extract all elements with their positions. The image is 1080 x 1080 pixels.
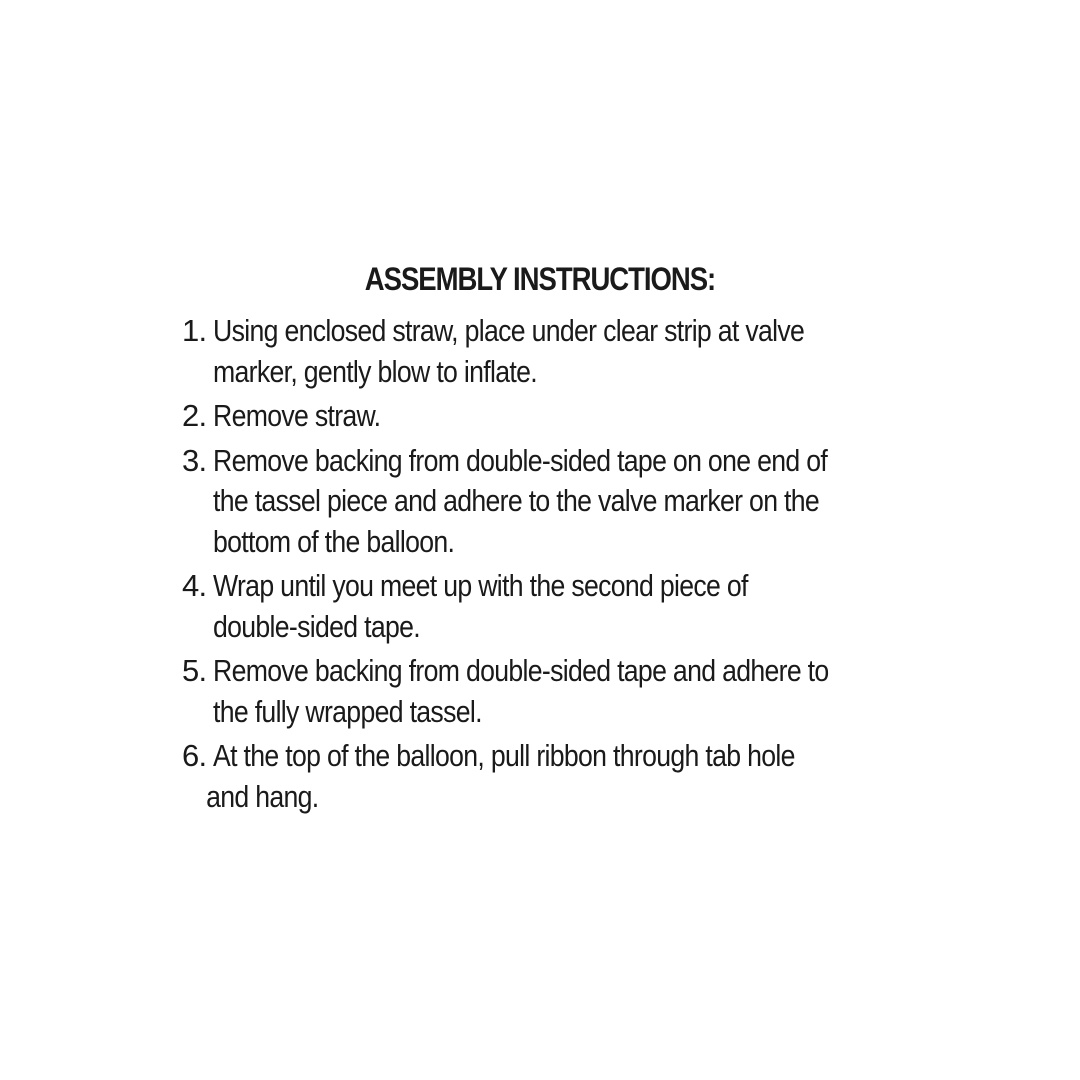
step-number: 4. bbox=[182, 568, 207, 603]
step-line: At the top of the balloon, pull ribbon through tab hole bbox=[213, 738, 795, 773]
instruction-step-4 bbox=[182, 566, 942, 647]
step-text bbox=[213, 311, 840, 392]
step-line: the tassel piece and adhere to the valve marker on the bbox=[213, 483, 820, 518]
step-text bbox=[206, 736, 840, 817]
page-title: ASSEMBLY INSTRUCTIONS: bbox=[364, 261, 716, 297]
step-line: Remove backing from double-sided tape on one end of bbox=[213, 442, 828, 478]
step-number: 6. bbox=[182, 738, 207, 773]
step-line: the fully wrapped tassel. bbox=[213, 693, 482, 729]
step-text bbox=[213, 566, 840, 647]
step-text bbox=[213, 651, 840, 732]
step-line: marker, gently blow to inflate. bbox=[213, 353, 537, 389]
step-number: 3. bbox=[182, 442, 207, 478]
step-line: Wrap until you meet up with the second piece of bbox=[213, 568, 748, 603]
instruction-step-1 bbox=[182, 311, 942, 392]
instruction-step-6 bbox=[182, 736, 942, 817]
step-line: Using enclosed straw, place under clear strip at valve bbox=[213, 313, 805, 348]
step-line: double-sided tape. bbox=[213, 608, 420, 644]
step-line: and hang. bbox=[206, 778, 319, 814]
instruction-list bbox=[182, 311, 942, 821]
step-line: Remove straw. bbox=[213, 398, 381, 433]
step-number: 5. bbox=[182, 653, 207, 688]
instruction-step-3 bbox=[182, 441, 942, 563]
step-text bbox=[213, 396, 840, 437]
instruction-step-5 bbox=[182, 651, 942, 732]
step-text bbox=[213, 441, 840, 563]
instruction-step-2 bbox=[182, 396, 942, 437]
step-line: Remove backing from double-sided tape and adhere to bbox=[213, 653, 829, 688]
step-number: 2. bbox=[182, 398, 207, 433]
step-line: bottom of the balloon. bbox=[213, 523, 455, 559]
step-number: 1. bbox=[182, 313, 207, 348]
